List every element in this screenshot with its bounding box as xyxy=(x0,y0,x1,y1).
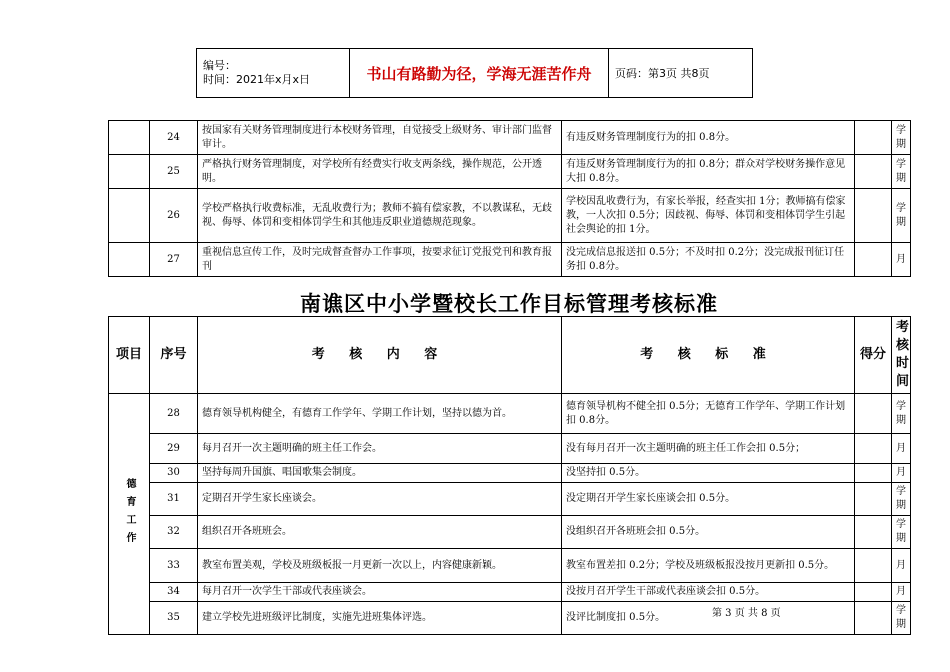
row-score xyxy=(855,434,892,464)
row-time: 月 xyxy=(892,549,911,583)
row-number: 35 xyxy=(150,602,198,635)
table-row xyxy=(109,155,911,189)
row-standard: 有违反财务管理制度行为的扣 0.8分。 xyxy=(562,121,855,155)
header-time: 考核时间 xyxy=(892,317,911,394)
row-time: 月 xyxy=(892,243,911,277)
header-page-label: 页码：第3页 共8页 xyxy=(609,49,753,98)
header-no: 序号 xyxy=(150,317,198,394)
section-title: 南谯区中小学暨校长工作目标管理考核标准 xyxy=(300,292,718,316)
row-standard: 有违反财务管理制度行为的扣 0.8分；群众对学校财务操作意见大扣 0.8分。 xyxy=(562,155,855,189)
row-content: 严格执行财务管理制度，对学校所有经费实行收支两条线，操作规范，公开透明。 xyxy=(198,155,562,189)
row-content: 组织召开各班班会。 xyxy=(198,516,562,549)
row-content: 按国家有关财务管理制度进行本校财务管理，自觉接受上级财务、审计部门监督审计。 xyxy=(198,121,562,155)
row-standard: 教室布置差扣 0.2分；学校及班级板报没按月更新扣 0.5分。 xyxy=(562,549,855,583)
row-content: 教室布置美观，学校及班级板报一月更新一次以上，内容健康新颖。 xyxy=(198,549,562,583)
moral-education-table xyxy=(108,316,911,635)
page-header xyxy=(196,48,753,98)
row-number: 33 xyxy=(150,549,198,583)
header-motto: 书山有路勤为径，学海无涯苦作舟 xyxy=(350,49,609,98)
finance-criteria-table xyxy=(108,120,911,277)
page-footer: 第 3 页 共 8 页 xyxy=(712,608,781,619)
row-content: 学校严格执行收费标准，无乱收费行为；教师不搞有偿家教，不以教谋私，无歧视、侮辱、体罚和变相体罚学生和其他违反职业道德规范现象。 xyxy=(198,189,562,243)
table-row xyxy=(109,483,911,516)
row-content: 德育领导机构健全，有德育工作学年、学期工作计划，坚持以德为首。 xyxy=(198,394,562,434)
row-standard: 没完成信息报送扣 0.5分；不及时扣 0.2分；没完成报刊征订任务扣 0.8分。 xyxy=(562,243,855,277)
table-row xyxy=(109,121,911,155)
row-content: 每月召开一次主题明确的班主任工作会。 xyxy=(198,434,562,464)
project-label: 德育工作 xyxy=(124,478,135,550)
table-row xyxy=(109,602,911,635)
project-cell xyxy=(109,394,150,635)
row-content: 坚持每周升国旗、唱国歌集会制度。 xyxy=(198,464,562,483)
row-number: 26 xyxy=(150,189,198,243)
row-score xyxy=(855,189,892,243)
table-row xyxy=(109,394,911,434)
row-number: 31 xyxy=(150,483,198,516)
row-standard: 没定期召开学生家长座谈会扣 0.5分。 xyxy=(562,483,855,516)
row-score xyxy=(855,583,892,602)
row-score xyxy=(855,516,892,549)
row-score xyxy=(855,155,892,189)
project-cell xyxy=(109,121,150,155)
row-standard: 没有每月召开一次主题明确的班主任工作会扣 0.5分； xyxy=(562,434,855,464)
table-row xyxy=(109,549,911,583)
row-time: 月 xyxy=(892,464,911,483)
table-header-row xyxy=(109,317,911,394)
row-time: 月 xyxy=(892,583,911,602)
row-standard: 没按月召开学生干部或代表座谈会扣 0.5分。 xyxy=(562,583,855,602)
row-score xyxy=(855,549,892,583)
row-score xyxy=(855,483,892,516)
row-content: 定期召开学生家长座谈会。 xyxy=(198,483,562,516)
row-standard: 德育领导机构不健全扣 0.5分；无德育工作学年、学期工作计划扣 0.8分。 xyxy=(562,394,855,434)
project-cell xyxy=(109,243,150,277)
table-row xyxy=(109,243,911,277)
row-content: 重视信息宣传工作，及时完成督查督办工作事项，按要求征订党报党刊和教育报刊 xyxy=(198,243,562,277)
table-row xyxy=(109,189,911,243)
row-number: 28 xyxy=(150,394,198,434)
row-time: 学期 xyxy=(892,516,911,549)
row-number: 32 xyxy=(150,516,198,549)
table-row xyxy=(109,434,911,464)
row-number: 29 xyxy=(150,434,198,464)
table-row xyxy=(109,516,911,549)
row-time: 月 xyxy=(892,434,911,464)
header-meta xyxy=(197,49,350,98)
row-score xyxy=(855,121,892,155)
row-time: 学期 xyxy=(892,602,911,635)
row-number: 24 xyxy=(150,121,198,155)
row-time: 学期 xyxy=(892,121,911,155)
row-content: 每月召开一次学生干部或代表座谈会。 xyxy=(198,583,562,602)
row-number: 30 xyxy=(150,464,198,483)
header-content: 考 核 内 容 xyxy=(198,317,562,394)
table-row xyxy=(109,464,911,483)
row-standard: 学校因乱收费行为，有家长举报，经查实扣 1分；教师搞有偿家教，一人次扣 0.5分；因歧视、侮辱、体罚和变相体罚学生引起社会舆论的扣 1分。 xyxy=(562,189,855,243)
header-project: 项目 xyxy=(109,317,150,394)
doc-number-label: 编号： xyxy=(203,59,236,72)
row-number: 34 xyxy=(150,583,198,602)
row-score xyxy=(855,464,892,483)
row-number: 27 xyxy=(150,243,198,277)
row-score xyxy=(855,243,892,277)
row-standard: 没组织召开各班班会扣 0.5分。 xyxy=(562,516,855,549)
table-row xyxy=(109,583,911,602)
project-cell xyxy=(109,155,150,189)
row-standard: 没坚持扣 0.5分。 xyxy=(562,464,855,483)
project-cell xyxy=(109,189,150,243)
row-number: 25 xyxy=(150,155,198,189)
doc-time-label: 时间：2021年x月x日 xyxy=(203,73,311,86)
header-score: 得分 xyxy=(855,317,892,394)
row-score xyxy=(855,602,892,635)
row-content: 建立学校先进班级评比制度，实施先进班集体评选。 xyxy=(198,602,562,635)
row-score xyxy=(855,394,892,434)
row-standard: 没评比制度扣 0.5分。 xyxy=(562,602,855,635)
row-time: 学期 xyxy=(892,189,911,243)
row-time: 学期 xyxy=(892,155,911,189)
row-time: 学期 xyxy=(892,483,911,516)
row-time: 学期 xyxy=(892,394,911,434)
header-standard: 考 核 标 准 xyxy=(562,317,855,394)
